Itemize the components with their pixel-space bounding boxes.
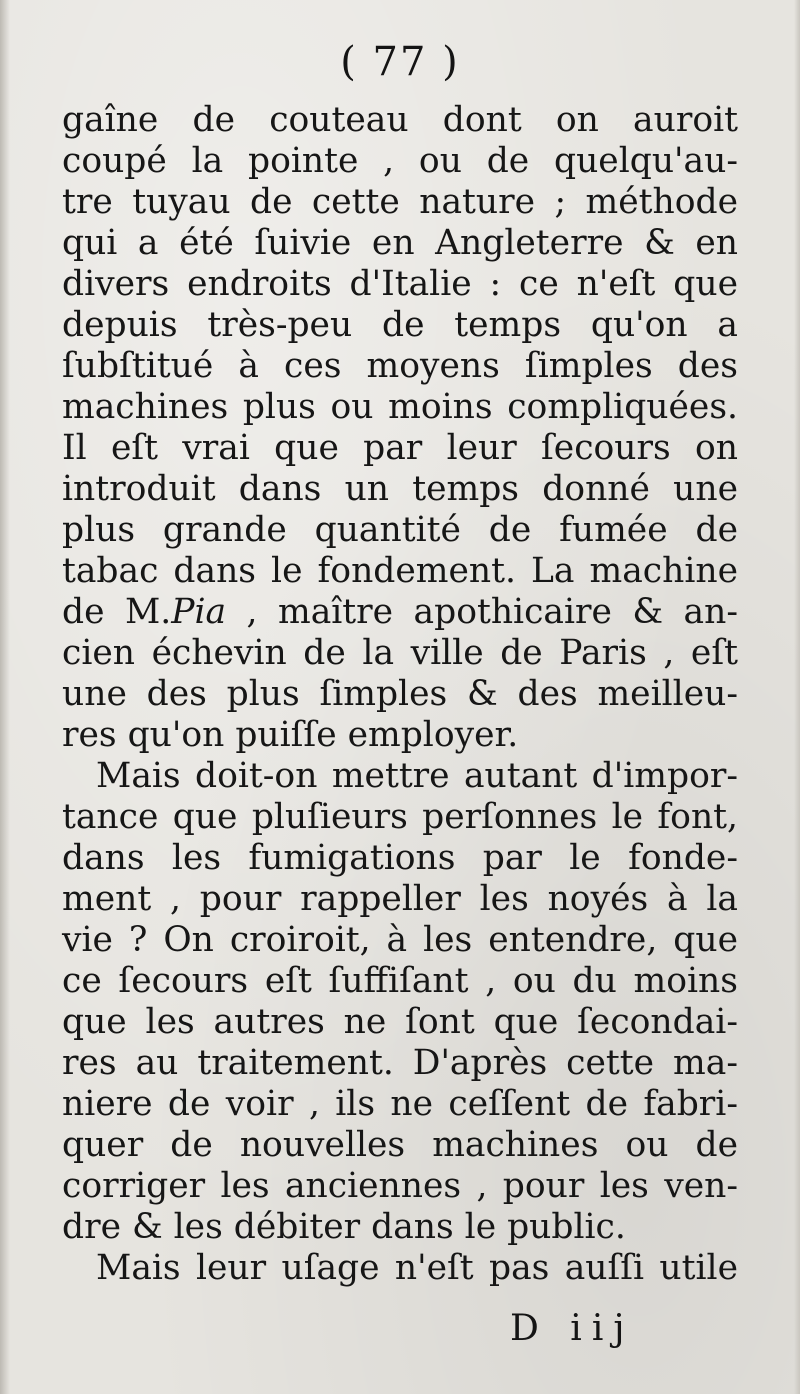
- text-line: tance que pluſieurs perſonnes le font,: [62, 797, 738, 837]
- page-footer: [0, 1304, 800, 1354]
- text-line: ment , pour rappeller les noyés à la: [62, 879, 738, 919]
- page-gutter-shadow: [0, 0, 10, 1394]
- text-line: res au traitement. D'après cette ma-: [62, 1043, 738, 1083]
- text-line: depuis très-peu de temps qu'on a: [62, 305, 738, 345]
- text-line: res qu'on puiſſe employer.: [62, 715, 519, 755]
- text-line: que les autres ne ſont que ſecondai-: [62, 1002, 738, 1042]
- text-line: qui a été ſuivie en Angleterre & en: [62, 223, 738, 263]
- text-segment: de M.: [62, 592, 172, 632]
- page-edge: [794, 0, 800, 1394]
- text-line: Il eſt vrai que par leur ſecours on: [62, 428, 738, 468]
- page-number: ( 77 ): [340, 39, 460, 85]
- text-line: gaîne de couteau dont on auroit: [62, 100, 738, 140]
- text-line: corriger les anciennes , pour les ven-: [62, 1166, 738, 1206]
- text-line: ſubſtitué à ces moyens ſimples des: [62, 346, 738, 386]
- text-line: dans les fumigations par le fonde-: [62, 838, 738, 878]
- person-name: Pia: [171, 592, 227, 632]
- text-line: plus grande quantité de fumée de: [62, 510, 738, 550]
- text-line: tabac dans le fondement. La machine: [62, 551, 738, 591]
- text-segment: , maître apothicaire & an-: [226, 592, 738, 632]
- text-line: Mais leur uſage n'eſt pas auſſi utile: [96, 1248, 738, 1288]
- text-line: cien échevin de la ville de Paris , eſt: [62, 633, 738, 673]
- text-line: quer de nouvelles machines ou de: [62, 1125, 738, 1165]
- text-line: ce ſecours eſt ſuffiſant , ou du moins: [62, 961, 738, 1001]
- text-line: coupé la pointe , ou de quelqu'au-: [62, 141, 738, 181]
- text-line: tre tuyau de cette nature ; méthode: [62, 182, 738, 222]
- signature-mark: D iij: [510, 1308, 635, 1349]
- text-line: niere de voir , ils ne ceſſent de fabri-: [62, 1084, 738, 1124]
- text-line: dre & les débiter dans le public.: [62, 1207, 626, 1247]
- text-line-with-name: [62, 592, 738, 633]
- body-text: [62, 100, 738, 1289]
- text-line: Mais doit-on mettre autant d'impor-: [96, 756, 738, 796]
- text-line: divers endroits d'Italie : ce n'eſt que: [62, 264, 738, 304]
- text-line: vie ? On croiroit, à les entendre, que: [62, 920, 738, 960]
- text-line: introduit dans un temps donné une: [62, 469, 738, 509]
- text-line: une des plus ſimples & des meilleu-: [62, 674, 738, 714]
- text-line: machines plus ou moins compliquées.: [62, 387, 738, 427]
